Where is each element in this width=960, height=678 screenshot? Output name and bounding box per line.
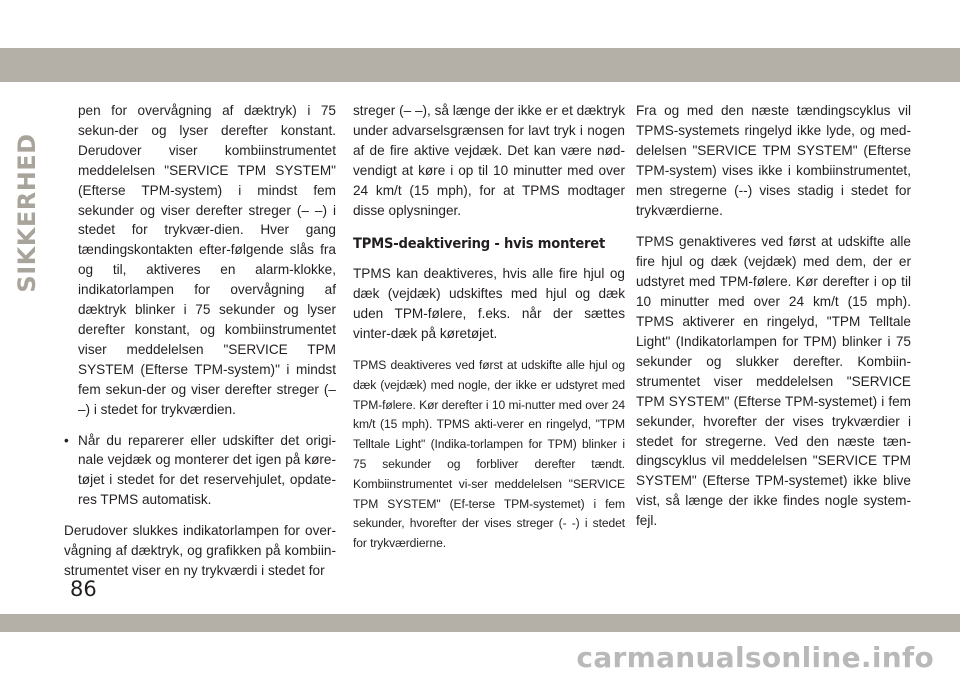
section-label: SIKKERHED xyxy=(13,133,41,293)
paragraph: pen for overvågning af dæktryk) i 75 sekun-der og lyser derefter konstant. Derudover viser kombiinstrumentet meddelelsen "SERVICE TPM SYSTEM" (Efterse TPM-system) i mindst fem sekunder og viser derefter streger (– –) i stedet for trykvær-dien. Hver gang tændingskontakten efter-følgende slås fra og til, aktiveres en alarm-klokke, indikatorlampen for overvågning af dæktryk blinker i 75 sekunder og lyser derefter konstant, og kombiinstrumentet viser meddelelsen "SERVICE TPM SYSTEM (Efterse TPM-system)" i mindst fem sekun-der og viser derefter streger (– –) i stedet for trykværdien. xyxy=(78,103,336,417)
header-band xyxy=(0,48,960,82)
bullet-mark: • xyxy=(64,432,69,448)
section-heading: TPMS-deaktivering - hvis monteret xyxy=(353,235,606,253)
paragraph: streger (– –), så længe der ikke er et dæktryk under advarselsgrænsen for lavt tryk i nogen af de fire aktive vejdæk. Det kan være nød-vendigt at køre i op til 10 minutter med over 24 km/t (15 mph), for at TPMS modtager disse oplysninger. xyxy=(353,103,625,218)
page-number: 86 xyxy=(70,577,97,601)
paragraph: Derudover slukkes indikatorlampen for over-vågning af dæktryk, og grafikken på kombiin-strumentet viser en ny trykværdi i stedet for xyxy=(64,523,336,578)
paragraph: TPMS genaktiveres ved først at udskifte alle fire hjul og dæk (vejdæk) med dem, der er udstyret med TPM-følere. Kør derefter i op til 10 minutter med over 24 km/t (15 mph). TPMS aktiverer en ringelyd, "TPM Telltale Light" (Indikatorlampen for TPM) blinker i 75 sekunder og slukker derefter. Kombiin-strumentet viser meddelelsen "SERVICE TPM SYSTEM" (Efterse TPM-systemet) i fem sekunder, hvorefter der vises trykværdier i stedet for stregerne. Ved den næste tæn-dingscyklus vil meddelelsen "SERVICE TPM SYSTEM" (Efterse TPM-systemet) ikke blive vist, så længe der ikke findes nogle system-fejl. xyxy=(636,234,911,529)
paragraph: TPMS kan deaktiveres, hvis alle fire hjul og dæk (vejdæk) udskiftes med hjul og dæk uden TPM-følere, f.eks. når der sættes vinter-dæk på køretøjet. xyxy=(353,266,625,342)
bullet-item xyxy=(64,431,336,511)
paragraph: Fra og med den næste tændingscyklus vil TPMS-systemets ringelyd ikke lyde, og med-delelsen "SERVICE TPM SYSTEM" (Efterse TPM-system) vises ikke i kombiinstrumentet, men stregerne (--) vises stadig i stedet for trykværdierne. xyxy=(636,103,911,218)
paragraph: TPMS deaktiveres ved først at udskifte alle hjul og dæk (vejdæk) med nogle, der ikke er udstyret med TPM-følere. Kør derefter i 10 mi-nutter med over 24 km/t (15 mph). TPMS akti-verer en ringelyd, "TPM Telltale Light" (Indika-torlampen for TPM) blinker i 75 sekunder og forbliver derefter tændt. Kombiinstrumentet vi-ser meddelelsen "SERVICE TPM SYSTEM" (Ef-terse TPM-systemet) i fem sekunder, hvorefter der vises streger (- -) i stedet for trykværdierne. xyxy=(353,357,625,551)
text-column-3 xyxy=(636,101,911,543)
footer-band xyxy=(0,614,960,632)
bullet-text: Når du reparerer eller udskifter det origi-nale vejdæk og monterer det igen på køre-tøjet i stedet for det reservehjulet, opdate-res TPMS automatisk. xyxy=(78,432,336,508)
text-column-2 xyxy=(353,101,625,566)
watermark: carmanualsonline.info xyxy=(576,641,934,674)
text-column-1 xyxy=(64,101,336,593)
